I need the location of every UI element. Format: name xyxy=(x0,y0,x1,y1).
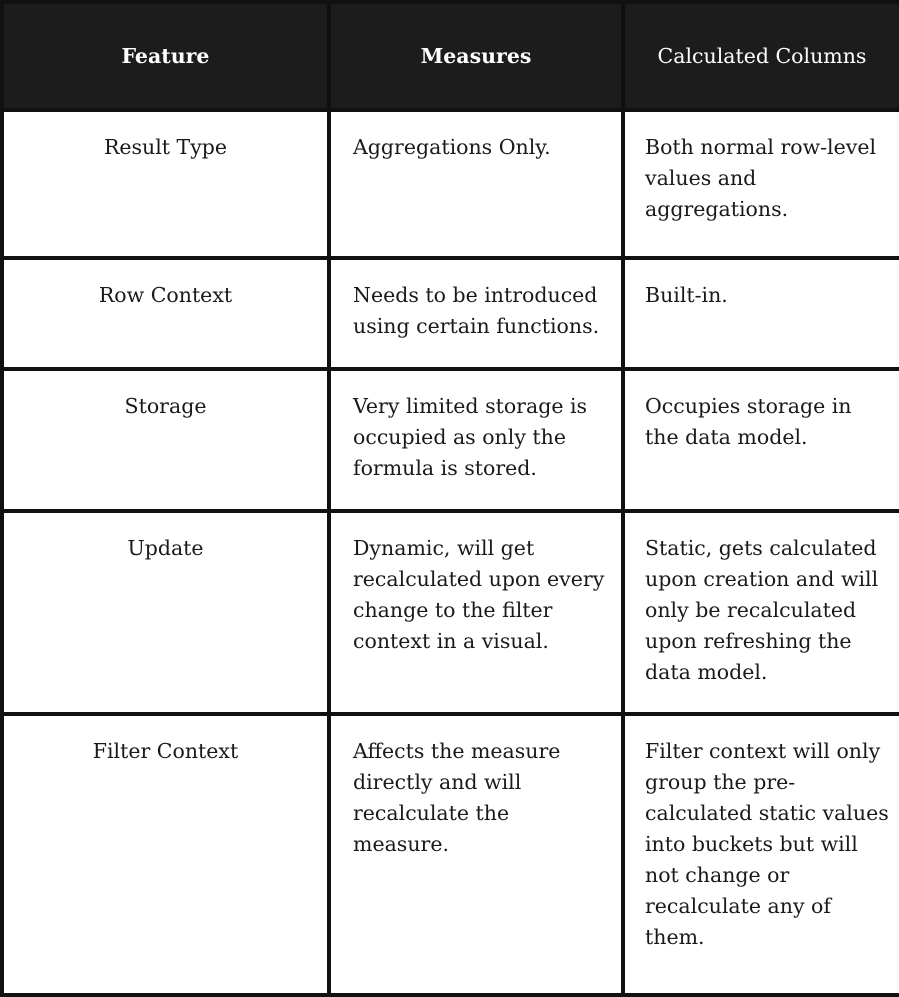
table-row xyxy=(2,714,899,995)
measures-cell: Dynamic, will get recalculated upon every change to the filter context in a visual. xyxy=(329,511,623,714)
header-feature: Feature xyxy=(2,2,329,110)
measures-cell: Needs to be introduced using certain functions. xyxy=(329,258,623,369)
calculated-columns-cell: Occupies storage in the data model. xyxy=(623,369,899,511)
calculated-columns-cell: Built-in. xyxy=(623,258,899,369)
calculated-columns-cell: Filter context will only group the pre-calculated static values into buckets but will not change or recalculate any of them. xyxy=(623,714,899,995)
table-row xyxy=(2,369,899,511)
table-body xyxy=(2,110,899,995)
calculated-columns-cell: Static, gets calculated upon creation and will only be recalculated upon refreshing the data model. xyxy=(623,511,899,714)
header-measures: Measures xyxy=(329,2,623,110)
feature-cell: Filter Context xyxy=(2,714,329,995)
table-row xyxy=(2,258,899,369)
measures-cell: Very limited storage is occupied as only the formula is stored. xyxy=(329,369,623,511)
feature-cell: Result Type xyxy=(2,110,329,258)
header-calculated-columns: Calculated Columns xyxy=(623,2,899,110)
calculated-columns-cell: Both normal row-level values and aggregations. xyxy=(623,110,899,258)
table-header xyxy=(2,2,899,110)
table-row xyxy=(2,110,899,258)
feature-cell: Update xyxy=(2,511,329,714)
header-row xyxy=(2,2,899,110)
measures-cell: Affects the measure directly and will recalculate the measure. xyxy=(329,714,623,995)
feature-cell: Row Context xyxy=(2,258,329,369)
feature-cell: Storage xyxy=(2,369,329,511)
table-row xyxy=(2,511,899,714)
measures-cell: Aggregations Only. xyxy=(329,110,623,258)
